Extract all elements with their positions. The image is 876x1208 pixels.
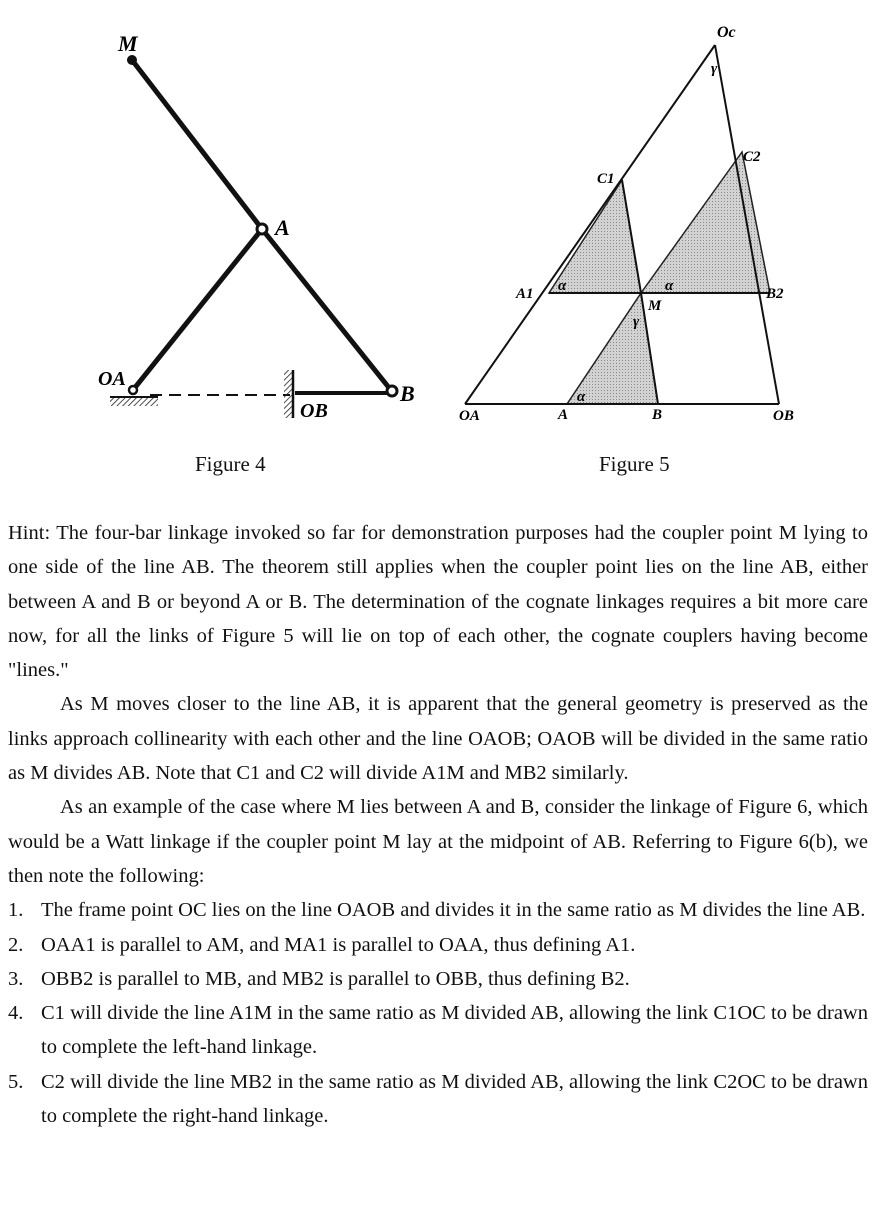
list-item	[8, 996, 868, 1065]
label-a: A	[275, 215, 290, 240]
point-m-dot	[127, 55, 137, 65]
label-m: M	[648, 298, 662, 314]
paragraph-example: As an example of the case where M lies between A and B, consider the linkage of Figure 6, which would be a Watt linkage if the coupler point M lay at the midpoint of AB. Referring to Figure 6(b), we then note the following:	[8, 796, 868, 887]
list-text: C2 will divide the line MB2 in the same ratio as M divided AB, allowing the link C2OC to be drawn to complete the right-hand linkage.	[41, 1070, 868, 1128]
triangle-c2-m-b2	[641, 152, 770, 293]
list-text: OBB2 is parallel to MB, and MB2 is parallel to OBB, thus defining B2.	[41, 967, 630, 990]
label-gamma-mid: γ	[633, 314, 640, 330]
body-text	[8, 516, 868, 1133]
label-c1: C1	[597, 171, 615, 187]
link-a-b	[262, 229, 390, 389]
label-gamma-top: γ	[711, 61, 718, 77]
pin-oa	[129, 386, 137, 394]
label-b: B	[400, 381, 415, 406]
pin-b	[387, 386, 397, 396]
label-c2: C2	[743, 149, 761, 165]
label-ob: OB	[300, 400, 328, 422]
label-b2: B2	[766, 286, 784, 302]
label-oa: OA	[459, 408, 480, 424]
list-number: 5.	[8, 1070, 24, 1093]
list-item	[8, 1065, 868, 1134]
list-text: The frame point OC lies on the line OAOB and divides it in the same ratio as M divides the line AB.	[41, 899, 866, 922]
triangle-c1-a1-m	[549, 180, 641, 293]
label-a1: A1	[516, 286, 534, 302]
list-number: 4.	[8, 1002, 24, 1025]
label-m: M	[118, 31, 138, 56]
list-text: C1 will divide the line A1M in the same ratio as M divided AB, allowing the link C1OC to be drawn to complete the left-hand linkage.	[41, 1002, 868, 1059]
list-number: 2.	[8, 933, 24, 956]
label-a: A	[558, 407, 569, 423]
pin-a	[257, 224, 267, 234]
steps-list	[8, 893, 868, 1133]
figure-5-caption: Figure 5	[599, 452, 670, 476]
label-oa: OA	[98, 368, 126, 390]
label-b: B	[652, 407, 663, 423]
link-oa-a	[133, 229, 262, 390]
label-oc: Oc	[717, 24, 736, 41]
figure-5	[445, 15, 825, 435]
list-number: 1.	[8, 899, 24, 922]
label-alpha-left: α	[558, 278, 567, 294]
label-alpha-mid: α	[665, 278, 674, 294]
paragraph-collinearity: As M moves closer to the line AB, it is apparent that the general geometry is preserved as the links approach collinearity with each other and the line OAOB; OAOB will be divided in the same ratio as M divides AB. Note that C1 and C2 will divide A1M and MB2 similarly.	[8, 693, 868, 785]
label-alpha-bottom: α	[577, 389, 586, 405]
ground-hatch-ob	[284, 370, 293, 418]
list-item	[8, 893, 868, 927]
list-item	[8, 962, 868, 996]
ground-hatch-oa	[110, 397, 158, 406]
list-number: 3.	[8, 967, 24, 990]
line-oa-oc	[465, 45, 715, 404]
list-item	[8, 928, 868, 962]
paragraph-hint: Hint: The four-bar linkage invoked so far for demonstration purposes had the coupler point M lying to one side of the line AB. The theorem still applies when the coupler point lies on the line AB, either between A and B or beyond A or B. The determination of the cognate linkages requires a bit more care now, for all the links of Figure 5 will lie on top of each other, the cognate couplers having become "lines."	[8, 522, 868, 682]
list-text: OAA1 is parallel to AM, and MA1 is parallel to OAA, thus defining A1.	[41, 933, 636, 956]
figure-4	[90, 25, 430, 435]
label-ob: OB	[773, 408, 794, 424]
figure-4-caption: Figure 4	[195, 452, 266, 476]
coupler-extension-m-a	[132, 60, 262, 229]
